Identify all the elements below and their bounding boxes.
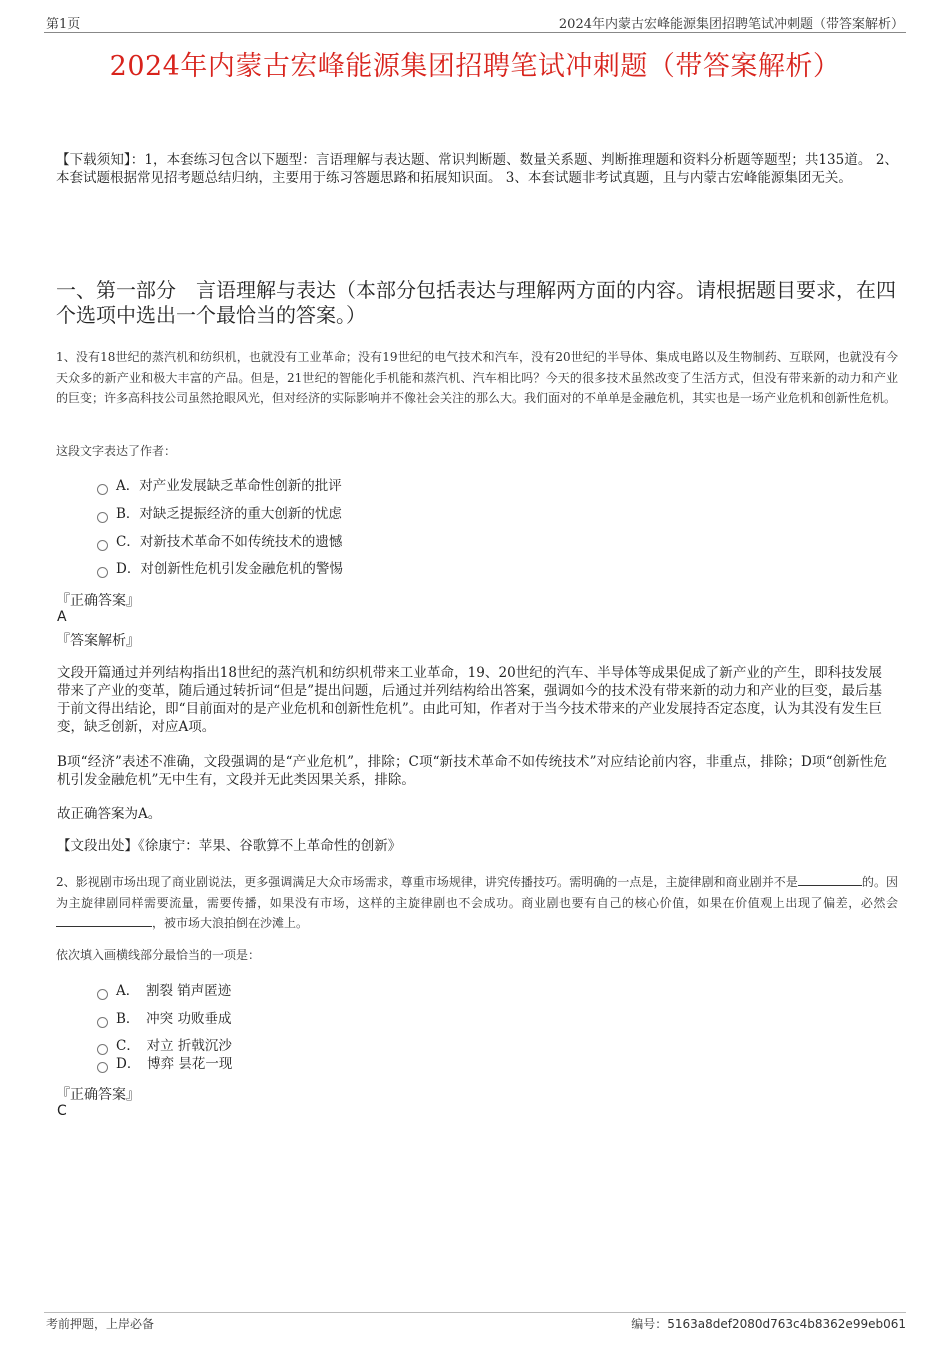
q1-stem: 1、没有18世纪的蒸汽机和纺织机，也就没有工业革命；没有19世纪的电气技术和汽车，没有20世纪的半导体、集成电路以及生物制药、互联网，也就没有今天众多的新产业和极大丰富的产品。但是，21世纪的智能化手机能和蒸汽机、汽车相比吗？今天的很多技术虽然改变了生活方式，但没有带来新的动力和产业的巨变；许多高科技公司虽然抢眼风光，但对经济的实际影响并不像社会关注的那么大。我们面对的不单单是金融危机，其实也是一场产业危机和创新性危机。 — [56, 350, 898, 405]
download-notice: 【下载须知】：1，本套练习包含以下题型：言语理解与表达题、常识判断题、数量关系题、判断推理题和资料分析题等题型；共135道。 2、本套试题根据常见招考题总结归纳，主要用于练习答题思路和拓展知识面。 3、本套试题非考试真题，且与内蒙古宏峰能源集团无关。 — [56, 152, 898, 186]
radio-icon[interactable] — [97, 484, 108, 495]
q2-option-d[interactable]: D． 博弈 昙花一现 — [97, 1053, 232, 1075]
footer-slogan: 考前押题，上岸必备 — [46, 1317, 155, 1331]
header-doc-title: 2024年内蒙古宏峰能源集团招聘笔试冲刺题（带答案解析） — [558, 17, 904, 32]
q1-source: 【文段出处】《徐康宁：苹果、谷歌算不上革命性的创新》 — [57, 838, 402, 854]
q1-option-b[interactable]: B．对缺乏提振经济的重大创新的忧虑 — [97, 503, 342, 525]
q1-analysis-p1: 文段开篇通过并列结构指出18世纪的蒸汽机和纺织机带来工业革命，19、20世纪的汽车、半导体等成果促成了新产业的产生，即科技发展带来了产业的变革，随后通过转折词“但是”提出问题，后通过并列结构给出答案，强调如今的技术没有带来新的动力和产业的巨变，最后基于前文得出结论，即“目前面对的是产业危机和创新性危机”。由此可知，作者对于当今技术带来的产业发展持否定态度，认为其没有发生巨变，缺乏创新，对应A项。 — [57, 665, 882, 735]
header-divider — [44, 32, 906, 33]
q1-analysis-label: 『答案解析』 — [56, 633, 140, 649]
q1-prompt: 这段文字表达了作者： — [56, 444, 177, 458]
radio-icon[interactable] — [97, 567, 108, 578]
section-heading: 一、第一部分 言语理解与表达（本部分包括表达与理解两方面的内容。请根据题目要求，在四个选项中选出一个最恰当的答案。） — [56, 278, 896, 327]
q1-option-a[interactable]: A．对产业发展缺乏革命性创新的批评 — [97, 475, 342, 497]
q2-option-a[interactable]: A． 割裂 销声匿迹 — [97, 980, 231, 1002]
radio-icon[interactable] — [97, 540, 108, 551]
page-number: 第1页 — [46, 17, 81, 32]
q1-analysis-p3: 故正确答案为A。 — [57, 806, 162, 822]
q2-answer-label: 『正确答案』 — [56, 1087, 140, 1103]
q1-answer-label: 『正确答案』 — [56, 593, 140, 609]
q2-answer: C — [57, 1103, 67, 1119]
q1-option-d[interactable]: D．对创新性危机引发金融危机的警惕 — [97, 558, 343, 580]
radio-icon[interactable] — [97, 1062, 108, 1073]
radio-icon[interactable] — [97, 989, 108, 1000]
q2-option-b[interactable]: B． 冲突 功败垂成 — [97, 1008, 231, 1030]
radio-icon[interactable] — [97, 512, 108, 523]
footer-divider — [44, 1312, 906, 1313]
page-title: 2024年内蒙古宏峰能源集团招聘笔试冲刺题（带答案解析） — [109, 51, 841, 82]
q1-answer: A — [57, 609, 67, 625]
radio-icon[interactable] — [97, 1017, 108, 1028]
q2-stem: 2、影视剧市场出现了商业剧说法，更多强调满足大众市场需求，尊重市场规律，讲究传播技巧。需明确的一点是，主旋律剧和商业剧并不是 的。因为主旋律剧同样需要流量，需要传播，如果没有市场，这样的主旋律剧也不会成功。商业剧也要有自己的核心价值，如果在价值观上出现了偏差，必然会，被市场大浪拍倒在沙滩上。 — [56, 875, 898, 930]
q2-blank-1[interactable] — [798, 873, 862, 886]
q2-prompt: 依次填入画横线部分最恰当的一项是： — [56, 948, 261, 962]
q1-analysis-p2: B项“经济”表述不准确，文段强调的是“产业危机”，排除；C项“新技术革命不如传统技术”对应结论前内容，非重点，排除；D项“创新性危机引发金融危机”无中生有，文段并无此类因果关系，排除。 — [57, 754, 887, 788]
q2-blank-2[interactable] — [56, 914, 152, 927]
footer-code: 编号：5163a8def2080d763c4b8362e99eb061 — [631, 1317, 906, 1331]
q1-option-c[interactable]: C．对新技术革命不如传统技术的遗憾 — [97, 531, 342, 553]
q2-option-c[interactable]: C． 对立 折戟沉沙 — [97, 1035, 232, 1057]
